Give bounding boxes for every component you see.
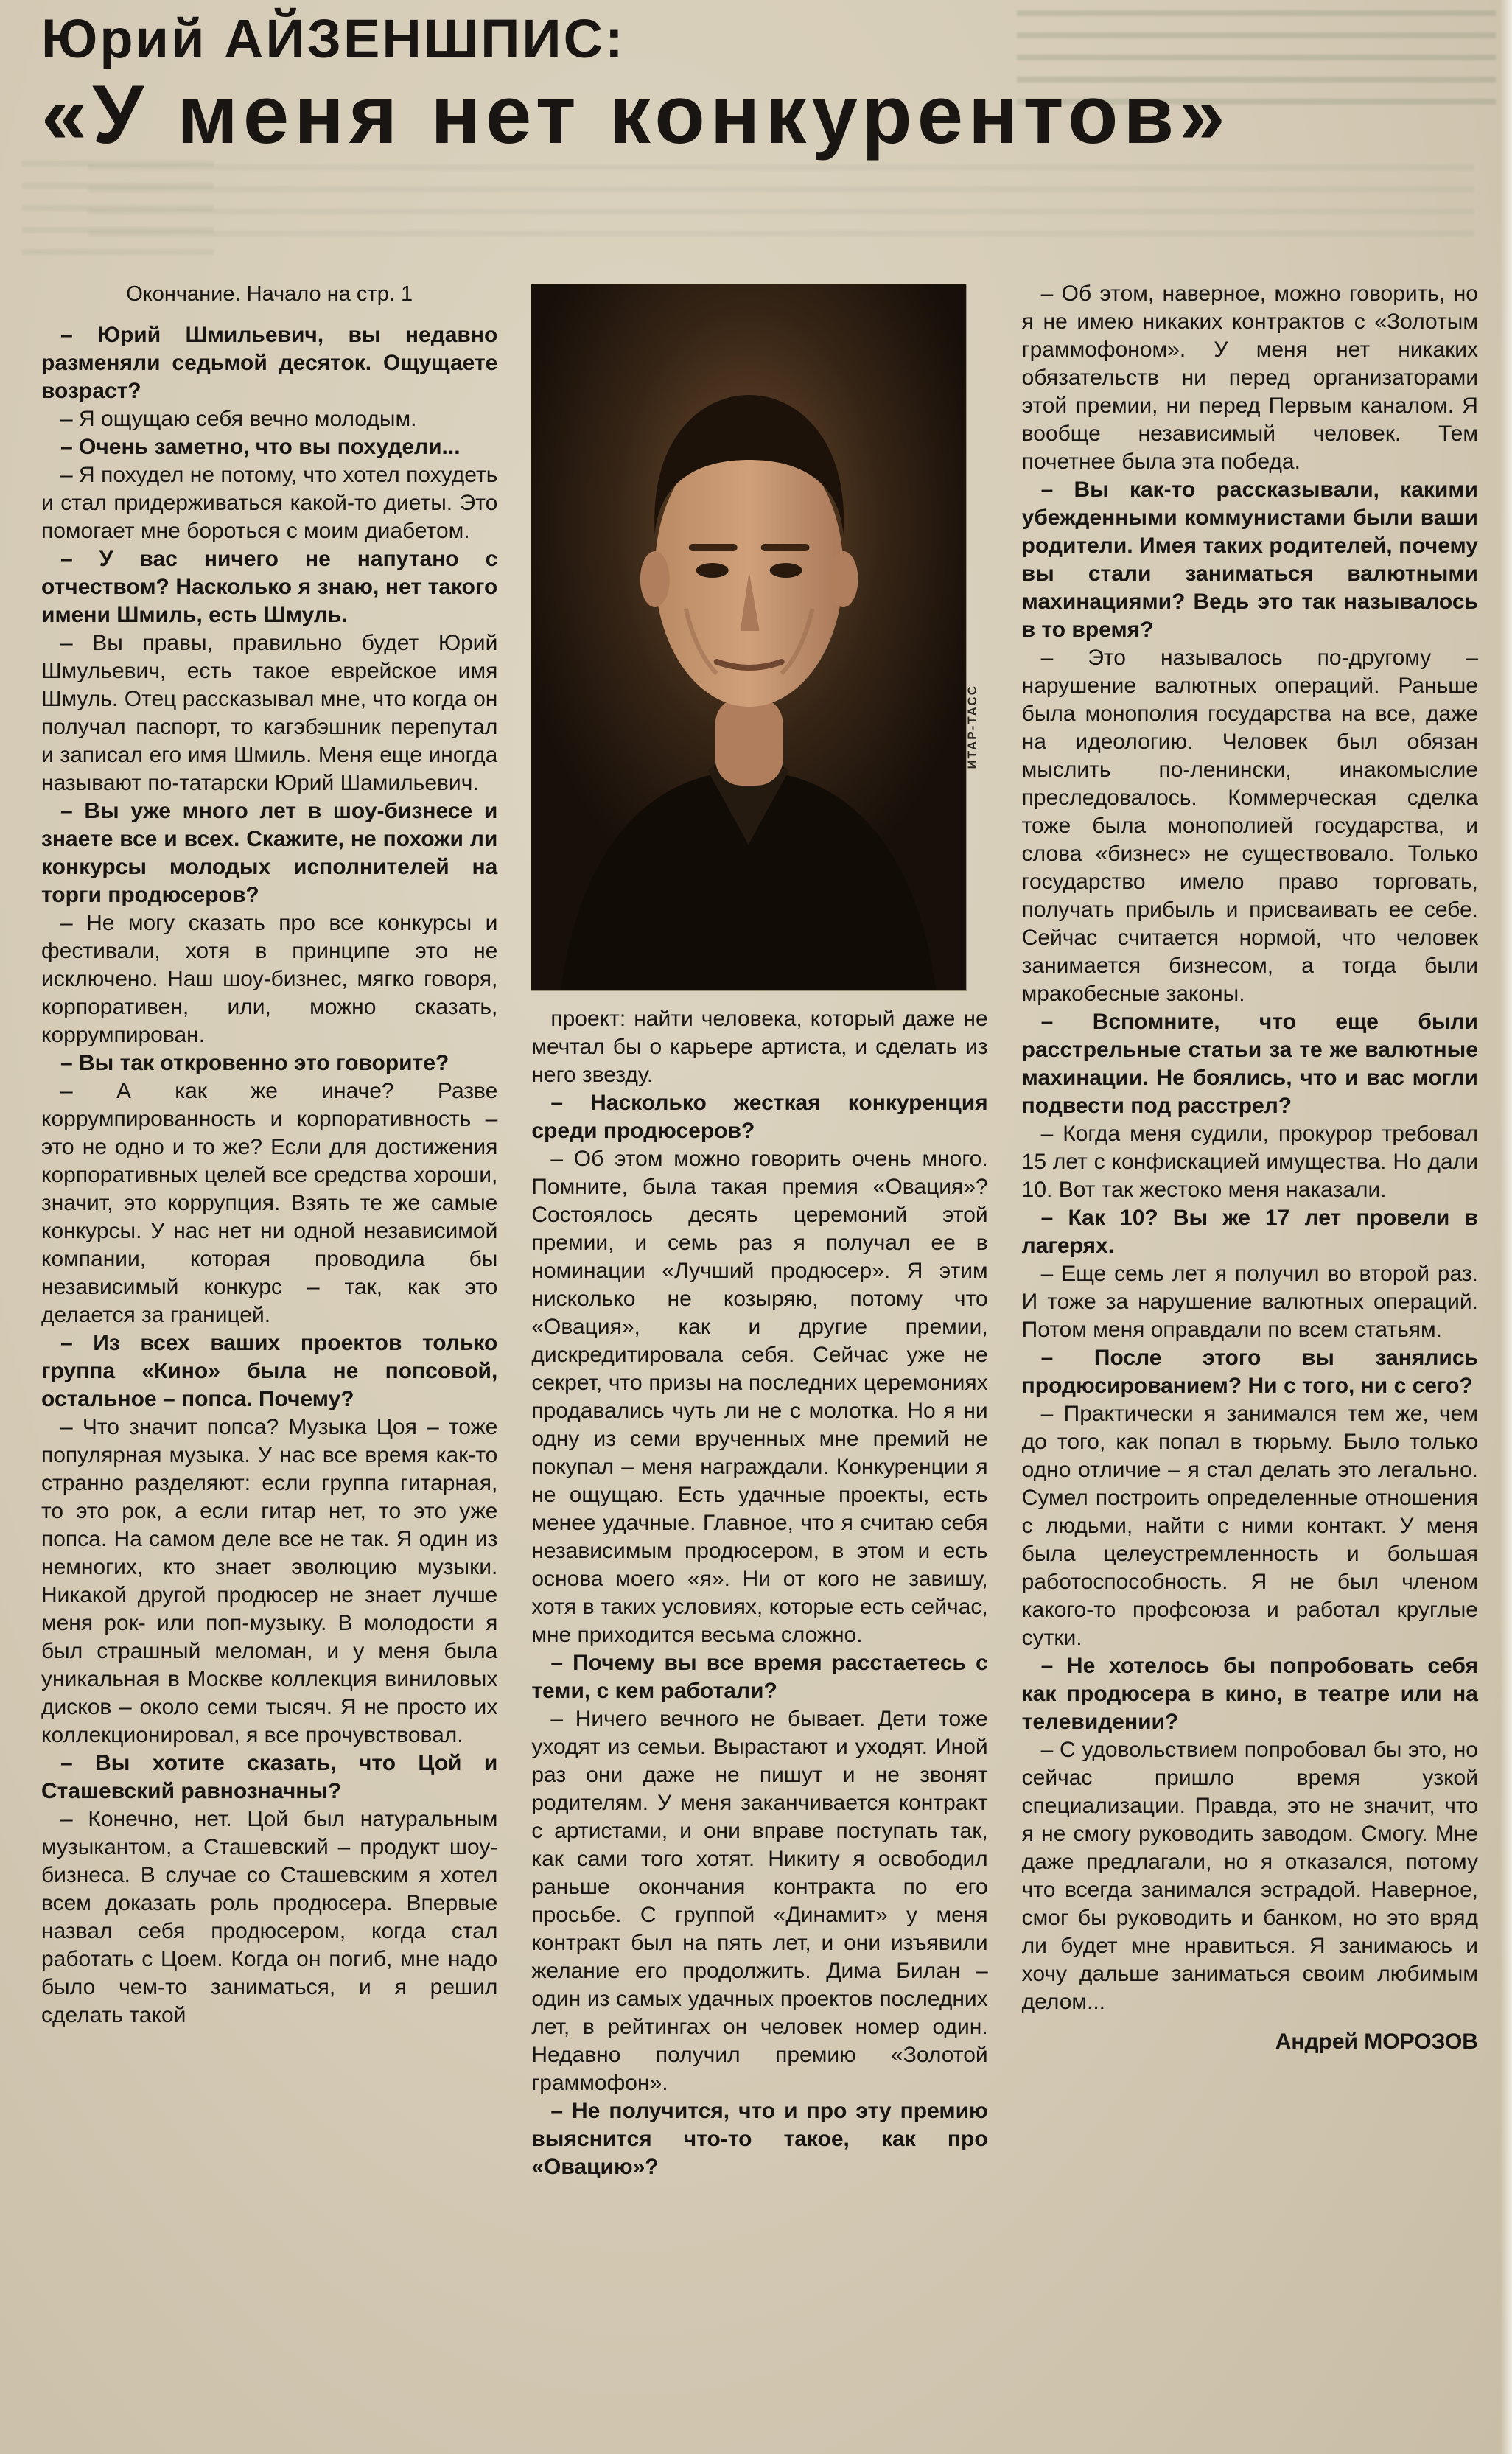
interview-answer: – С удовольствием попробовал бы это, но сейчас пришло время узкой специализации. Правда, это не значит, что я не смогу руководить заводом. Смогу. Мне даже предлагали, но я отказался, потому что всегда занимался эстрадой. Наверное, смог бы руководить и банком, но это вряд ли будет мне нравиться. Я занимаюсь и хочу дальше заниматься своим любимым делом... xyxy=(1021,1737,1478,2014)
interview-question: – Насколько жесткая конкуренция среди продюсеров? xyxy=(531,1090,988,1143)
portrait-photo-block xyxy=(531,284,987,990)
article-column-2 xyxy=(531,280,987,2181)
portrait-photo xyxy=(531,284,965,990)
interview-question: – Почему вы все время расстаетесь с теми, с кем работали? xyxy=(531,1650,988,1703)
interview-question: – Не получится, что и про эту премию выяснится что-то такое, как про «Овацию»? xyxy=(531,2098,988,2179)
author-byline: Андрей МОРОЗОВ xyxy=(1275,2029,1478,2054)
interview-answer: – Конечно, нет. Цой был натуральным музыкантом, а Сташевский – продукт шоу-бизнеса. В случае со Сташевским я хотел всем доказать роль продюсера. Впервые назвал себя продюсером, когда стал работать с Цоем. Когда он погиб, мне надо было чем-то заниматься, и я решил сделать такой xyxy=(41,1806,498,2027)
interview-answer: – Это называлось по-другому – нарушение валютных операций. Раньше была монополия государства на все, даже на идеологию. Человек был обязан мыслить по-ленински, инакомыслие преследовалось. Коммерческая сделка тоже была монополией государства, и слова «бизнес» не существовало. Только государство имело право торговать, получать прибыль и присваивать ее себе. Сейчас считается нормой, что человек занимается бизнесом, а тогда были мракобесные законы. xyxy=(1021,645,1478,1006)
interview-question: – Вы так откровенно это говорите? xyxy=(60,1050,449,1075)
interview-answer: – Что значит попса? Музыка Цоя – тоже популярная музыка. У нас все время как-то странно разделяют: если группа гитарная, то это рок, а если гитар нет, то это уже попса. На самом деле все не так. Я один из немногих, кто знает эволюцию музыки. Никакой другой продюсер не знает лучше меня рок- или поп-музыку. В молодости я был страшный меломан, и у меня была уникальная в Москве коллекция виниловых дисков – около семи тысяч. Я не просто их коллекционировал, я все прочувствовал. xyxy=(41,1414,498,1747)
interview-question: – Очень заметно, что вы похудели... xyxy=(60,434,461,459)
interview-answer: – Вы правы, правильно будет Юрий Шмульевич, есть такое еврейское имя Шмуль. Отец рассказывал мне, что когда он получал паспорт, то кагэбэшник перепутал и записал его имя Шмиль. Меня еще иногда называют по-татарски Юрий Шамильевич. xyxy=(41,630,498,795)
article-columns xyxy=(41,280,1478,2181)
article-kicker: Юрий АЙЗЕНШПИС: xyxy=(41,8,626,69)
interview-answer: – А как же иначе? Разве коррумпированность и корпоративность – это не одно и то же? Если для достижения корпоративных целей все средства хороши, значит, это коррупция. Взять те же самые конкурсы. У нас нет ни одной независимой компании, которая проводила бы независимый конкурс – так, как это делается за границей. xyxy=(41,1078,498,1327)
interview-question: – У вас ничего не напутано с отчеством? Насколько я знаю, нет такого имени Шмиль, есть Шмуль. xyxy=(41,546,498,627)
interview-question: – После этого вы занялись продюсированием? Ни с того, ни с сего? xyxy=(1021,1345,1478,1398)
interview-answer: – Я ощущаю себя вечно молодым. xyxy=(60,406,417,431)
article-column-2-text xyxy=(531,1005,987,2181)
article-column-3 xyxy=(1022,280,1478,2056)
interview-question: – Не хотелось бы попробовать себя как продюсера в кино, в театре или на телевидении? xyxy=(1021,1653,1478,1734)
interview-answer: – Практически я занимался тем же, чем до того, как попал в тюрьму. Было только одно отличие – я стал делать это легально. Сумел построить определенные отношения с людьми, найти с ними контакт. У меня была целеустремленность и большая работоспособность. Я не был членом какого-то профсоюза и работал круглые сутки. xyxy=(1021,1401,1478,1650)
interview-answer: – Я похудел не потому, что хотел похудеть и стал придерживаться какой-то диеты. Это помогает мне бороться с моим диабетом. xyxy=(41,462,498,543)
interview-answer: – Еще семь лет я получил во второй раз. И тоже за нарушение валютных операций. Потом меня оправдали по всем статьям. xyxy=(1021,1261,1478,1342)
interview-question: – Вспомните, что еще были расстрельные статьи за те же валютные махинации. Не боялись, что и вас могли подвести под расстрел? xyxy=(1021,1009,1478,1118)
interview-question: – Вы хотите сказать, что Цой и Сташевский равнозначны? xyxy=(41,1750,498,1803)
continuation-note: Окончание. Начало на стр. 1 xyxy=(126,282,413,306)
interview-answer: – Не могу сказать про все конкурсы и фестивали, хотя в принципе это не исключено. Наш шоу-бизнес, мягко говоря, корпоративен, или, можно сказать, коррумпирован. xyxy=(41,910,498,1047)
interview-question: – Из всех ваших проектов только группа «Кино» была не попсовой, остальное – попса. Почему? xyxy=(41,1330,498,1411)
photo-credit: ИТАР-ТАСС xyxy=(965,685,979,769)
interview-answer: проект: найти человека, который даже не мечтал бы о карьере артиста, и сделать из него звезду. xyxy=(531,1006,988,1087)
interview-question: – Юрий Шмильевич, вы недавно разменяли седьмой десяток. Ощущаете возраст? xyxy=(41,322,498,403)
interview-question: – Вы уже много лет в шоу-бизнесе и знаете все и всех. Скажите, не похожи ли конкурсы молодых исполнителей на торги продюсеров? xyxy=(41,798,498,907)
interview-question: – Вы как-то рассказывали, какими убежденными коммунистами были ваши родители. Имея таких родителей, почему вы стали заниматься валютными махинациями? Ведь это так называлось в то время? xyxy=(1021,477,1478,642)
interview-question: – Как 10? Вы же 17 лет провели в лагерях. xyxy=(1021,1205,1478,1258)
interview-answer: – Об этом можно говорить очень много. Помните, была такая премия «Овация»? Состоялось десять церемоний этой премии, и семь раз я получал ее в номинации «Лучший продюсер». Я этим нисколько не козыряю, потому что «Овация», как и другие премии, дискредитировала себя. Сейчас уже не секрет, что призы на последних церемониях продавались чуть ли не с молотка. Но я ни одну из семи врученных мне премий не покупал – меня награждали. Конкуренции я не ощущаю. Есть удачные проекты, есть менее удачные. Главное, что я считаю себя независимым продюсером, в этом и есть основа моего «я». Ни от кого не завишу, хотя в таких условиях, которые есть сейчас, мне приходится весьма сложно. xyxy=(531,1146,988,1647)
interview-answer: – Ничего вечного не бывает. Дети тоже уходят из семьи. Вырастают и уходят. Иной раз они даже не пишут и не звонят родителям. У меня заканчивается контракт с артистами, и они вправе поступать так, как сами того хотят. Никиту я освободил раньше окончания контракта по его просьбе. С группой «Динамит» у меня контракт был на пять лет, и они изъявили желание его продолжить. Дима Билан – один из самых удачных проектов последних лет, в рейтингах он человек номер один. Недавно получил премию «Золотой граммофон». xyxy=(531,1706,988,2095)
interview-answer: – Об этом, наверное, можно говорить, но я не имею никаких контрактов с «Золотым граммофоном». У меня нет никаких обязательств ни перед организаторами этой премии, ни перед Первым каналом. Я вообще независимый человек. Тем почетнее была эта победа. xyxy=(1021,281,1478,474)
article-column-1 xyxy=(41,280,497,2030)
article-headline: «У меня нет конкурентов» xyxy=(41,68,1231,161)
interview-answer: – Когда меня судили, прокурор требовал 15 лет с конфискацией имущества. Но дали 10. Вот так жестоко меня наказали. xyxy=(1021,1121,1478,1202)
